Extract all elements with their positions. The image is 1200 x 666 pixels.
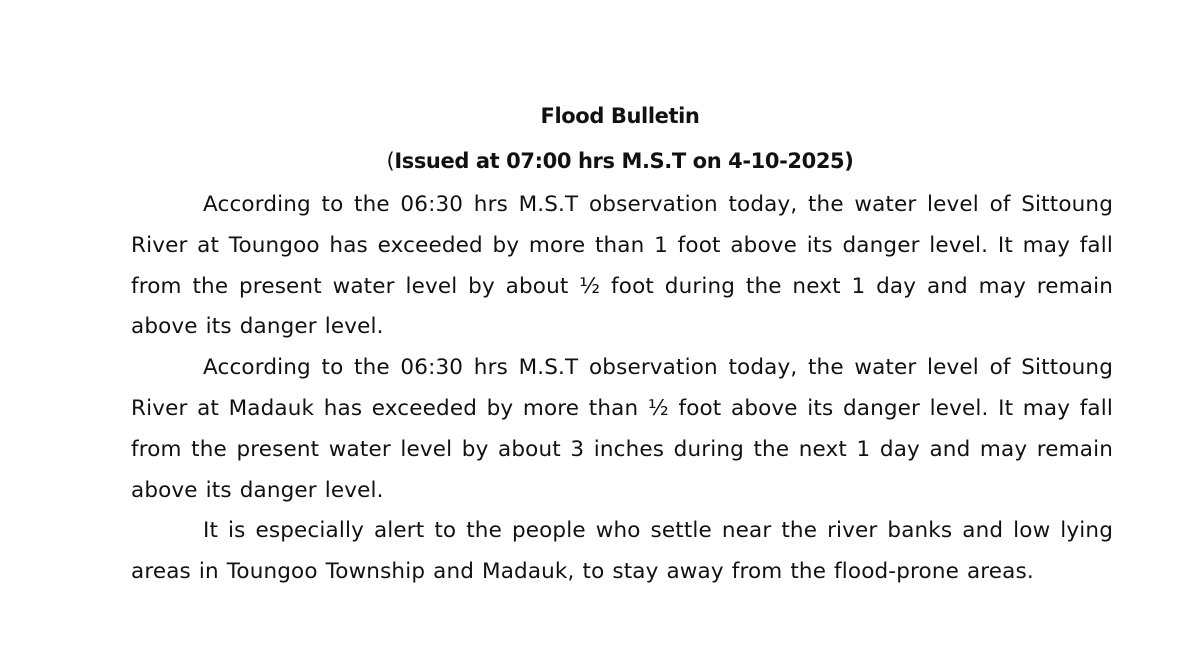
bulletin-title: Flood Bulletin	[540, 104, 700, 128]
bulletin-body	[131, 185, 1113, 593]
issue-time-text: Issued at 07:00 hrs M.S.T on 4-10-2025)	[394, 149, 854, 173]
paragraph-toungoo: According to the 06:30 hrs M.S.T observation today, the water level of Sittoung River at Toungoo has exceeded by more than 1 foot above its danger level. It may fall from the present water level by about ½ foot during the next 1 day and may remain above its danger level.	[131, 192, 1113, 340]
paragraph-alert: It is especially alert to the people who settle near the river banks and low lying areas in Toungoo Township and Madauk, to stay away from the flood-prone areas.	[131, 518, 1113, 585]
paragraph-madauk: According to the 06:30 hrs M.S.T observation today, the water level of Sittoung River at Madauk has exceeded by more than ½ foot above its danger level. It may fall from the present water level by about 3 inches during the next 1 day and may remain above its danger level.	[131, 355, 1113, 503]
bulletin-issue-line	[0, 143, 1200, 179]
issue-line-open-paren: (	[386, 149, 395, 173]
